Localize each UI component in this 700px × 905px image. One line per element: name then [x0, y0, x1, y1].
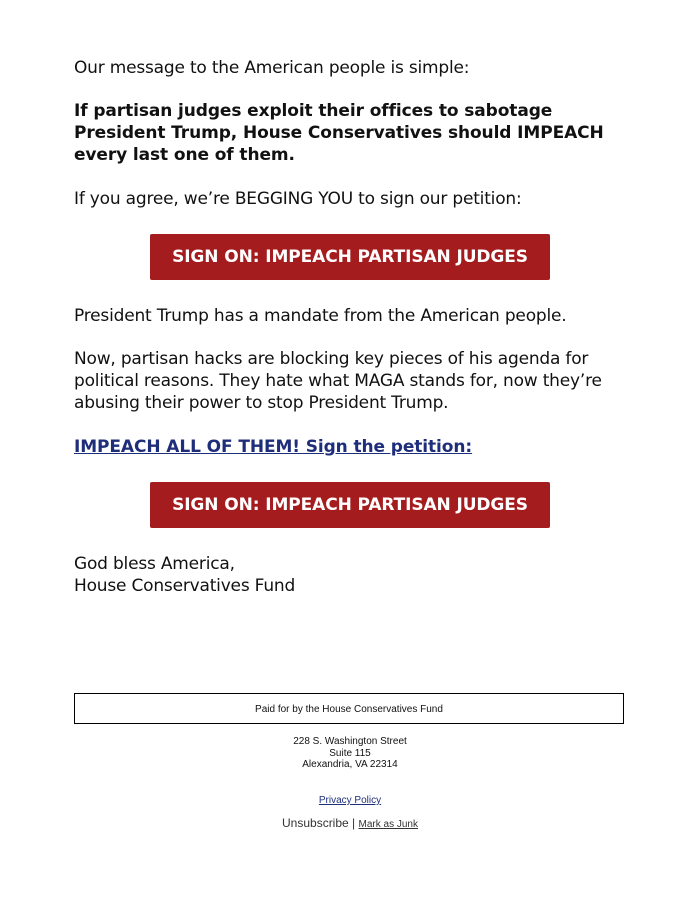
bold-statement: If partisan judges exploit their offices to sabotage President Trump, House Conservatives should IMPEACH every last one of them.: [74, 101, 604, 165]
address-suite: Suite 115: [329, 747, 371, 759]
impeach-petition-link[interactable]: IMPEACH ALL OF THEM! Sign the petition:: [74, 437, 473, 457]
address-city: Alexandria, VA 22314: [302, 759, 398, 770]
agree-text: If you agree, we’re BEGGING YOU to sign our petition:: [74, 189, 522, 209]
paid-for-disclaimer: [74, 693, 624, 724]
privacy-row: [74, 794, 626, 807]
sign-petition-button-1[interactable]: SIGN ON: IMPEACH PARTISAN JUDGES: [150, 234, 550, 280]
address-street: 228 S. Washington Street: [293, 736, 407, 747]
privacy-policy-link[interactable]: Privacy Policy: [318, 795, 382, 806]
intro-text: Our message to the American people is simple:: [74, 58, 470, 78]
blocking-paragraph: Now, partisan hacks are blocking key pieces of his agenda for political reasons. They hate what MAGA stands for, now they’re abusing their power to stop President Trump.: [74, 349, 602, 413]
separator: |: [352, 816, 356, 830]
unsubscribe-link[interactable]: Unsubscribe: [282, 816, 349, 830]
mark-as-junk-link[interactable]: Mark as Junk: [358, 819, 418, 830]
mailing-address: [74, 736, 626, 771]
signoff-line-1: God bless America,: [74, 554, 235, 574]
mandate-text: President Trump has a mandate from the American people.: [74, 306, 567, 326]
signoff-line-2: House Conservatives Fund: [74, 576, 296, 596]
sign-petition-button-2[interactable]: SIGN ON: IMPEACH PARTISAN JUDGES: [150, 482, 550, 528]
paid-for-text: Paid for by the House Conservatives Fund: [255, 704, 443, 715]
unsubscribe-row: [74, 815, 626, 833]
